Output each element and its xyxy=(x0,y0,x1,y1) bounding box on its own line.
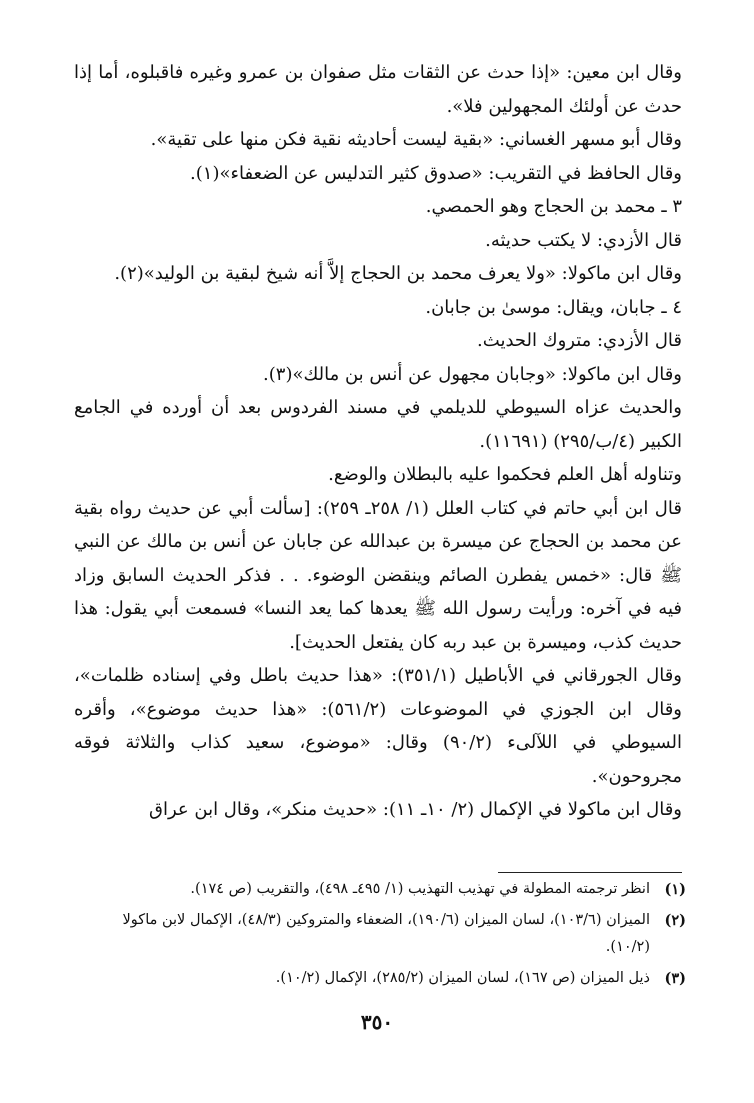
footnote-number: (٣) xyxy=(664,970,686,987)
footnote xyxy=(74,965,686,992)
footnote-number: (١) xyxy=(664,881,686,898)
paragraph-ikmal: وقال ابن ماكولا في الإكمال (٢/ ١٠ـ ١١): «حديث منكر»، وقال ابن عراق xyxy=(149,799,682,820)
paragraph-azdi-1: قال الأزدي: لا يكتب حديثه. xyxy=(485,229,682,251)
footnote-number: (٢) xyxy=(664,912,686,929)
footnote-divider xyxy=(498,872,682,873)
paragraph-ibn-makula-2: وقال ابن ماكولا: «وجابان مجهول عن أنس بن مالك»(٣). xyxy=(263,363,682,385)
paragraph-taqrib: وقال الحافظ في التقريب: «صدوق كثير التدليس عن الضعفاء»(١). xyxy=(190,162,682,184)
footnotes xyxy=(74,876,686,996)
paragraph-narrator-4: ٤ ـ جابان، ويقال: موسىٰ بن جابان. xyxy=(425,296,682,318)
page-number: ٣٥٠ xyxy=(360,1010,394,1034)
footnote-text: الميزان (١٠٣/٦)، لسان الميزان (١٩٠/٦)، الضعفاء والمتروكين (٤٨/٣)، الإكمال لابن ماكولا (١٠/٢). xyxy=(122,912,650,955)
paragraph-suyuti: والحديث عزاه السيوطي للديلمي في مسند الفردوس بعد أن أورده في الجامع الكبير (٤/ب/٢٩٥) (١١٦٩١). xyxy=(74,397,682,452)
body-text xyxy=(74,56,682,827)
paragraph-ibn-maeen: وقال ابن معين: «إذا حدث عن الثقات مثل صفوان بن عمرو وغيره فاقبلوه، أما إذا حدث عن أولئك المجهولين فلا». xyxy=(74,62,682,117)
paragraph-jawraqani: وقال الجورقاني في الأباطيل (٣٥١/١): «هذا حديث باطل وفي إسناده ظلمات»، وقال ابن الجوزي في الموضوعات (٥٦١/٢): «هذا حديث موضوع»، وأقره السيوطي في اللآلىء (٩٠/٢) وقال: «موضوع، سعيد كذاب والثلاثة فوقه مجروحون». xyxy=(74,665,683,787)
footnote-text: انظر ترجمته المطولة في تهذيب التهذيب (١/ ٤٩٥ـ ٤٩٨)، والتقريب (ص ١٧٤). xyxy=(190,881,650,897)
paragraph-ibn-makula-1: وقال ابن ماكولا: «ولا يعرف محمد بن الحجاج إلاَّ أنه شيخ لبقية بن الوليد»(٢). xyxy=(114,263,682,284)
paragraph-ruling: وتناوله أهل العلم فحكموا عليه بالبطلان والوضع. xyxy=(328,464,682,485)
footnote xyxy=(74,876,686,903)
footnote-text: ذيل الميزان (ص ١٦٧)، لسان الميزان (٢٨٥/٢)، الإكمال (١٠/٢). xyxy=(275,970,650,986)
paragraph-abu-mushir: وقال أبو مسهر الغساني: «بقية ليست أحاديثه نقية فكن منها على تقية». xyxy=(150,129,682,150)
paragraph-ibn-abi-hatim: قال ابن أبي حاتم في كتاب العلل (١/ ٢٥٨ـ ٢٥٩): [سألت أبي عن حديث رواه بقية عن محمد بن الحجاج عن ميسرة بن عبدالله عن جابان عن أنس بن مالك عن النبي ﷺ قال: «خمس يفطرن الصائم وينقضن الوضوء. . . فذكر الحديث السابق وزاد فيه في آخره: ورأيت رسول الله ﷺ يعدها كما يعد النسا» فسمعت أبي يقول: هذا حديث كذب، وميسرة بن عبد ربه كان يفتعل الحديث]. xyxy=(74,497,682,653)
paragraph-azdi-2: قال الأزدي: متروك الحديث. xyxy=(477,330,682,351)
footnote xyxy=(74,907,686,961)
paragraph-narrator-3: ٣ ـ محمد بن الحجاج وهو الحمصي. xyxy=(425,196,682,217)
main-text xyxy=(74,56,682,827)
